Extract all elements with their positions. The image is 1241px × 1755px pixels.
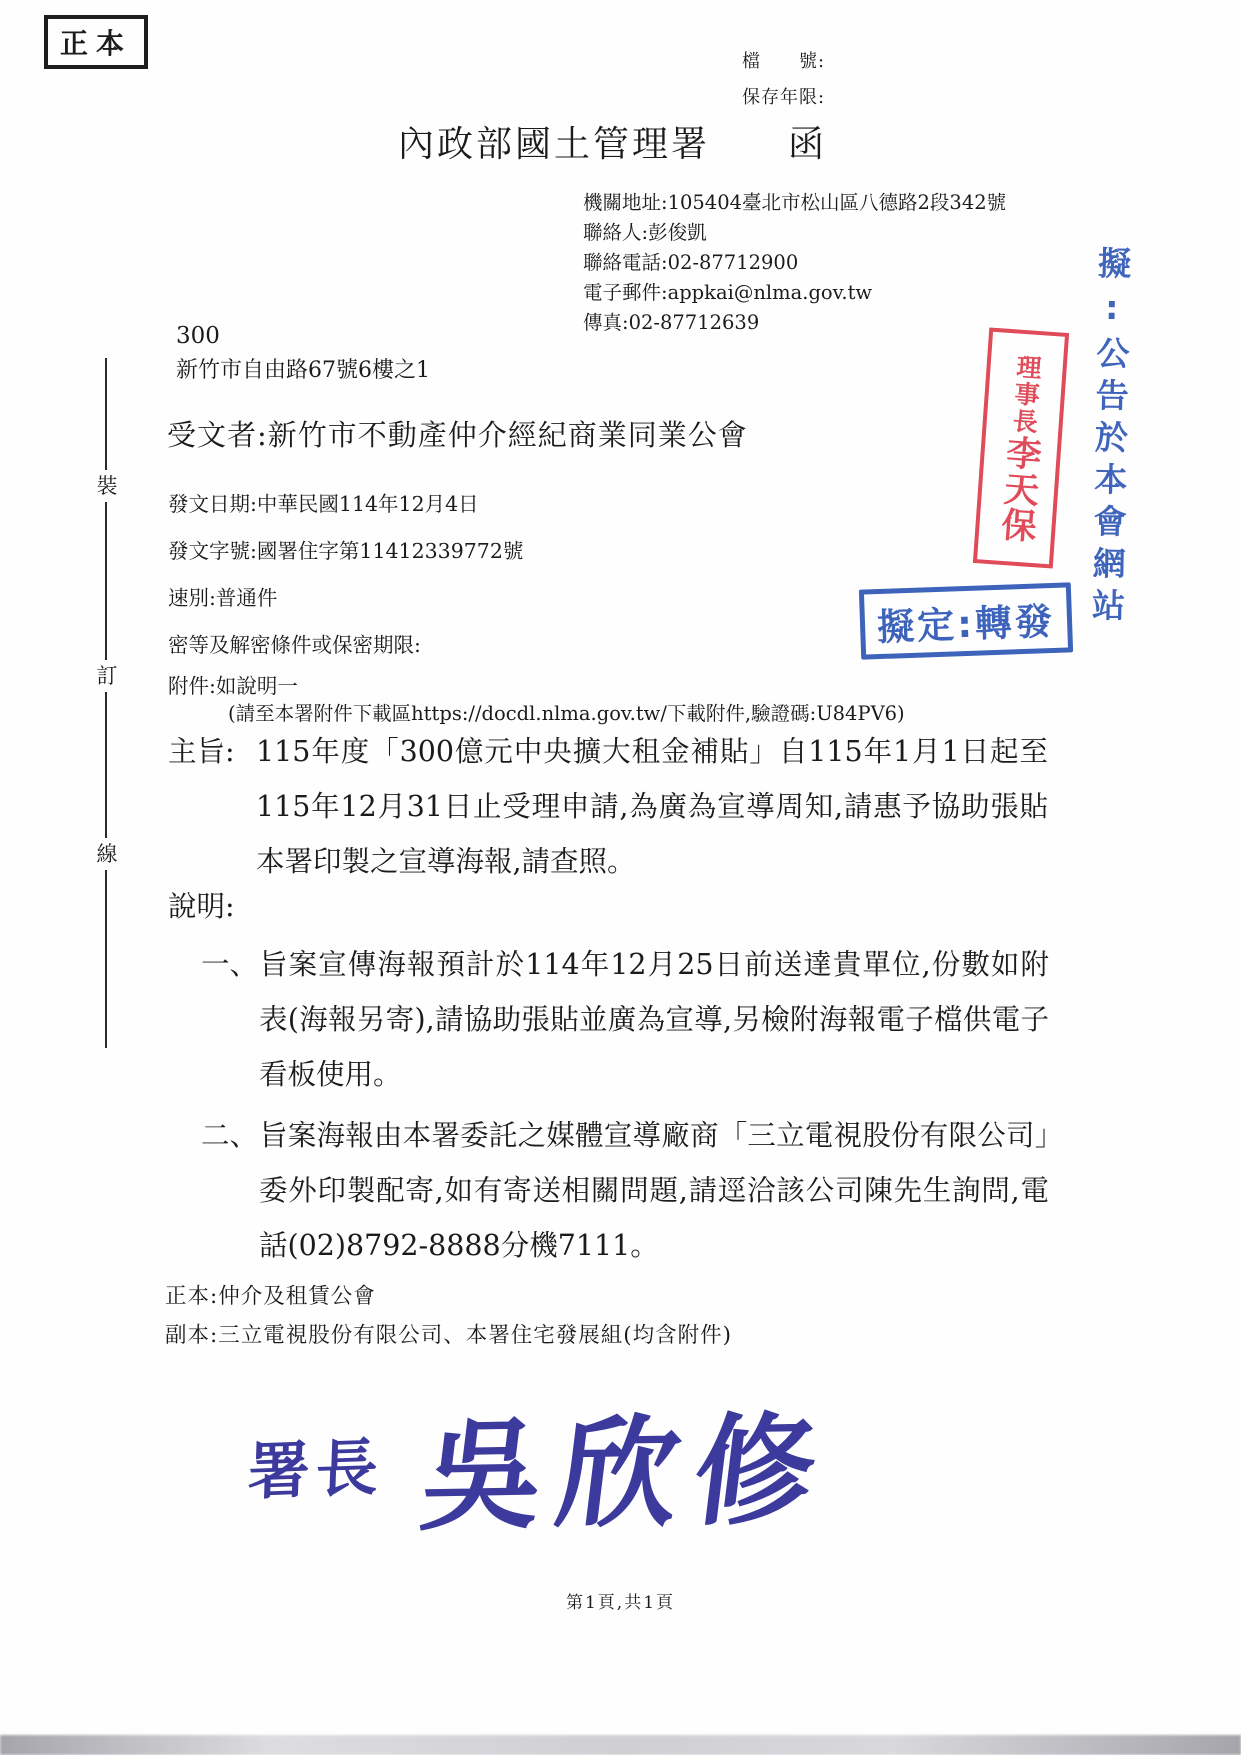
priority-level: 速別:普通件 (168, 586, 278, 610)
recipient-line: 受文者:新竹市不動產仲介經紀商業同業公會 (167, 418, 748, 452)
description-item (201, 1108, 1049, 1273)
action-decision-stamp: 擬定:轉發 (859, 582, 1073, 659)
sender-info-block (583, 188, 1006, 338)
issue-date: 發文日期:中華民國114年12月4日 (168, 492, 479, 516)
sender-contact: 聯絡人:彭俊凱 (583, 221, 707, 244)
page-number-footer: 第1頁,共1頁 (565, 1593, 676, 1613)
chairman-seal-stamp (973, 327, 1069, 568)
binding-mark: 線 (96, 842, 118, 866)
recipient-postal-code: 300 (176, 323, 220, 349)
copy-recipients-line: 副本:三立電視股份有限公司、本署住宅發展組(均含附件) (165, 1323, 733, 1348)
sender-address: 機關地址:105404臺北市松山區八德路2段342號 (583, 191, 1007, 214)
original-recipients-line: 正本:仲介及租賃公會 (165, 1284, 376, 1309)
binding-mark: 裝 (96, 474, 118, 498)
doc-number: 發文字號:國署住字第11412339772號 (168, 539, 524, 563)
recipient-address: 新竹市自由路67號6樓之1 (176, 358, 430, 383)
signature-name: 吳欣修 (414, 1401, 840, 1548)
file-number-block (742, 44, 825, 116)
chairman-title: 理事長 (1008, 352, 1044, 436)
attachment-line: 附件:如說明一 (168, 674, 298, 698)
retention-label: 保存年限: (742, 87, 826, 108)
copy-type-stamp: 正本 (44, 15, 148, 69)
file-number-label: 檔 號: (742, 51, 826, 72)
binding-mark: 訂 (96, 664, 118, 688)
binding-line (105, 358, 107, 470)
description-label: 說明: (168, 890, 235, 923)
subject-paragraph (168, 724, 1048, 889)
signature-title: 署長 (246, 1430, 386, 1508)
attachment-download-note: (請至本署附件下載區https://docdl.nlma.gov.tw/下載附件,驗證碼:U84PV6) (228, 702, 905, 725)
binding-line (105, 692, 107, 838)
subject-text: 115年度「300億元中央擴大租金補貼」自115年1月1日起至115年12月31日止受理申請,為廣為宣導周知,請惠予協助張貼本署印製之宣導海報,請查照。 (256, 735, 1048, 878)
sender-email: 電子郵件:appkai@nlma.gov.tw (583, 281, 873, 304)
item-text: 旨案海報由本署委託之媒體宣導廠商「三立電視股份有限公司」委外印製配寄,如有寄送相關問題,請逕洽該公司陳先生詢問,電話(02)8792-8888分機7111。 (259, 1119, 1049, 1262)
item-text: 旨案宣傳海報預計於114年12月25日前送達貴單位,份數如附表(海報另寄),請協助張貼並廣為宣導,另檢附海報電子檔供電子看板使用。 (259, 948, 1049, 1091)
subject-label: 主旨: (168, 735, 235, 768)
binding-line (105, 870, 107, 1048)
sender-phone: 聯絡電話:02-87712900 (583, 251, 799, 274)
document-title: 內政部國土管理署 函 (398, 124, 828, 165)
handwritten-approval-note: 擬:公告於本會網站 (1086, 245, 1133, 631)
binding-line (105, 502, 107, 660)
item-number: 二、 (201, 1119, 259, 1152)
description-item (201, 937, 1049, 1102)
item-number: 一、 (201, 948, 259, 981)
chairman-name: 李天保 (994, 433, 1043, 544)
director-signature (246, 1378, 840, 1550)
security-level: 密等及解密條件或保密期限: (168, 633, 421, 657)
sender-fax: 傳真:02-87712639 (583, 311, 760, 334)
scanner-edge-artifact (0, 1735, 1241, 1755)
